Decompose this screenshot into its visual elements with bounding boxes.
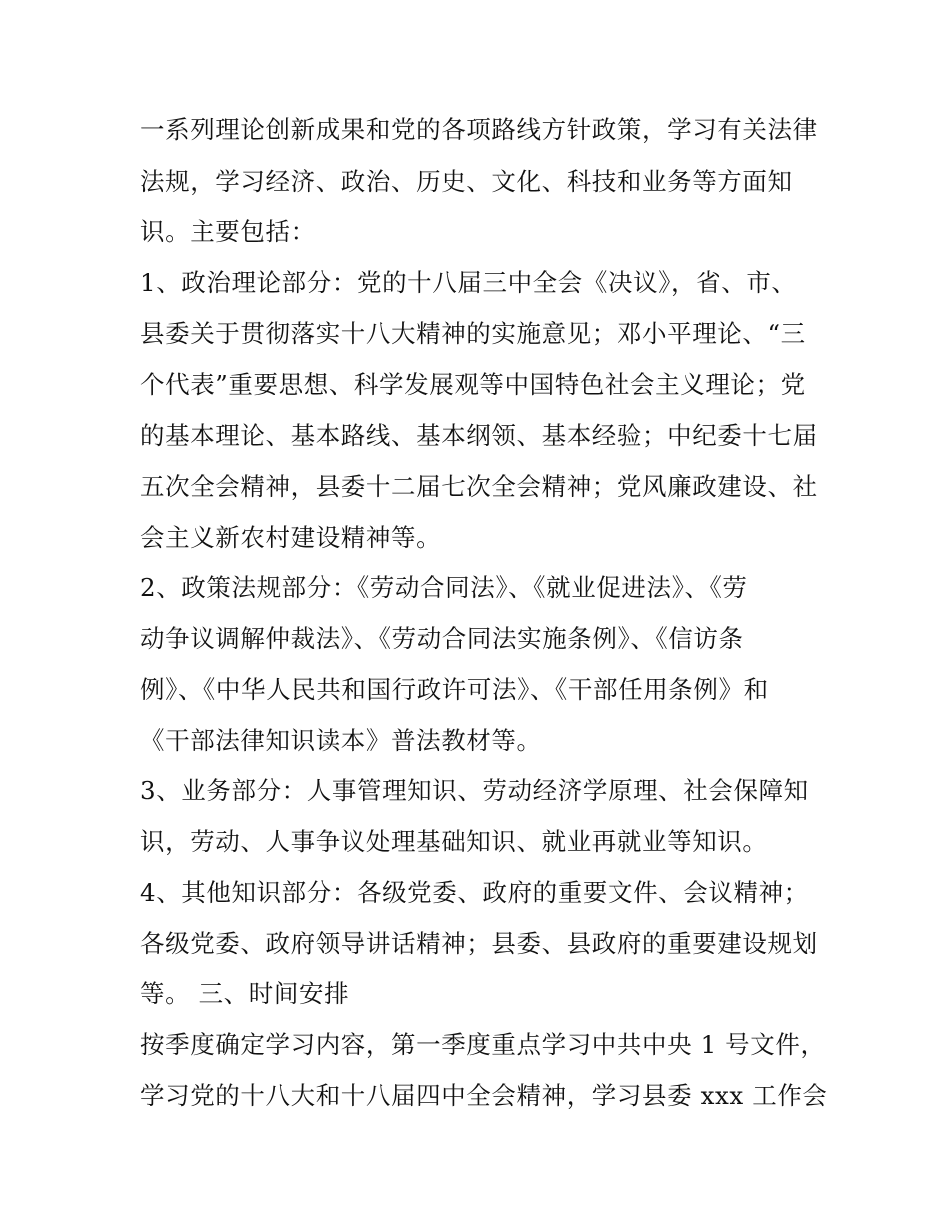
list-item-political-theory: 1、政治理论部分：党的十八届三中全会《决议》，省、市、	[140, 268, 797, 297]
text-line: 法规，学习经济、政治、历史、文化、科技和业务等方面知	[140, 167, 793, 196]
text-line: 一系列理论创新成果和党的各项路线方针政策，学习有关法律	[140, 115, 818, 144]
text-line: 识。主要包括：	[140, 217, 316, 246]
text-line: 识，劳动、人事争议处理基础知识、就业再就业等知识。	[140, 827, 768, 856]
text-line: 县委关于贯彻落实十八大精神的实施意见；邓小平理论、“三	[140, 319, 806, 348]
text-line: 会主义新农村建设精神等。	[140, 523, 442, 552]
text-line: 动争议调解仲裁法》、《劳动合同法实施条例》、《信访条	[140, 624, 744, 653]
text-line: 的基本理论、基本路线、基本纲领、基本经验；中纪委十七届	[140, 421, 818, 450]
list-item-policy-regulations: 2、政策法规部分：《劳动合同法》、《就业促进法》、《劳	[140, 573, 748, 602]
text-line: 《干部法律知识读本》普法教材等。	[140, 726, 542, 755]
list-item-business: 3、业务部分：人事管理知识、劳动经济学原理、社会保障知	[140, 776, 809, 805]
text-line: 按季度确定学习内容，第一季度重点学习中共中央 1 号文件，	[140, 1030, 826, 1059]
text-line: 例》、《中华人民共和国行政许可法》、《干部任用条例》和	[140, 675, 769, 704]
list-item-other-knowledge: 4、其他知识部分：各级党委、政府的重要文件、会议精神；	[140, 878, 809, 907]
text-line: 五次全会精神，县委十二届七次全会精神；党风廉政建设、社	[140, 472, 818, 501]
text-line: 各级党委、政府领导讲话精神；县委、县政府的重要建设规划	[140, 929, 818, 958]
text-line: 个代表”重要思想、科学发展观等中国特色社会主义理论；党	[140, 370, 806, 399]
section-heading-schedule: 等。 三、时间安排	[140, 979, 350, 1008]
text-line: 学习党的十八大和十八届四中全会精神，学习县委 xxx 工作会	[140, 1081, 828, 1110]
